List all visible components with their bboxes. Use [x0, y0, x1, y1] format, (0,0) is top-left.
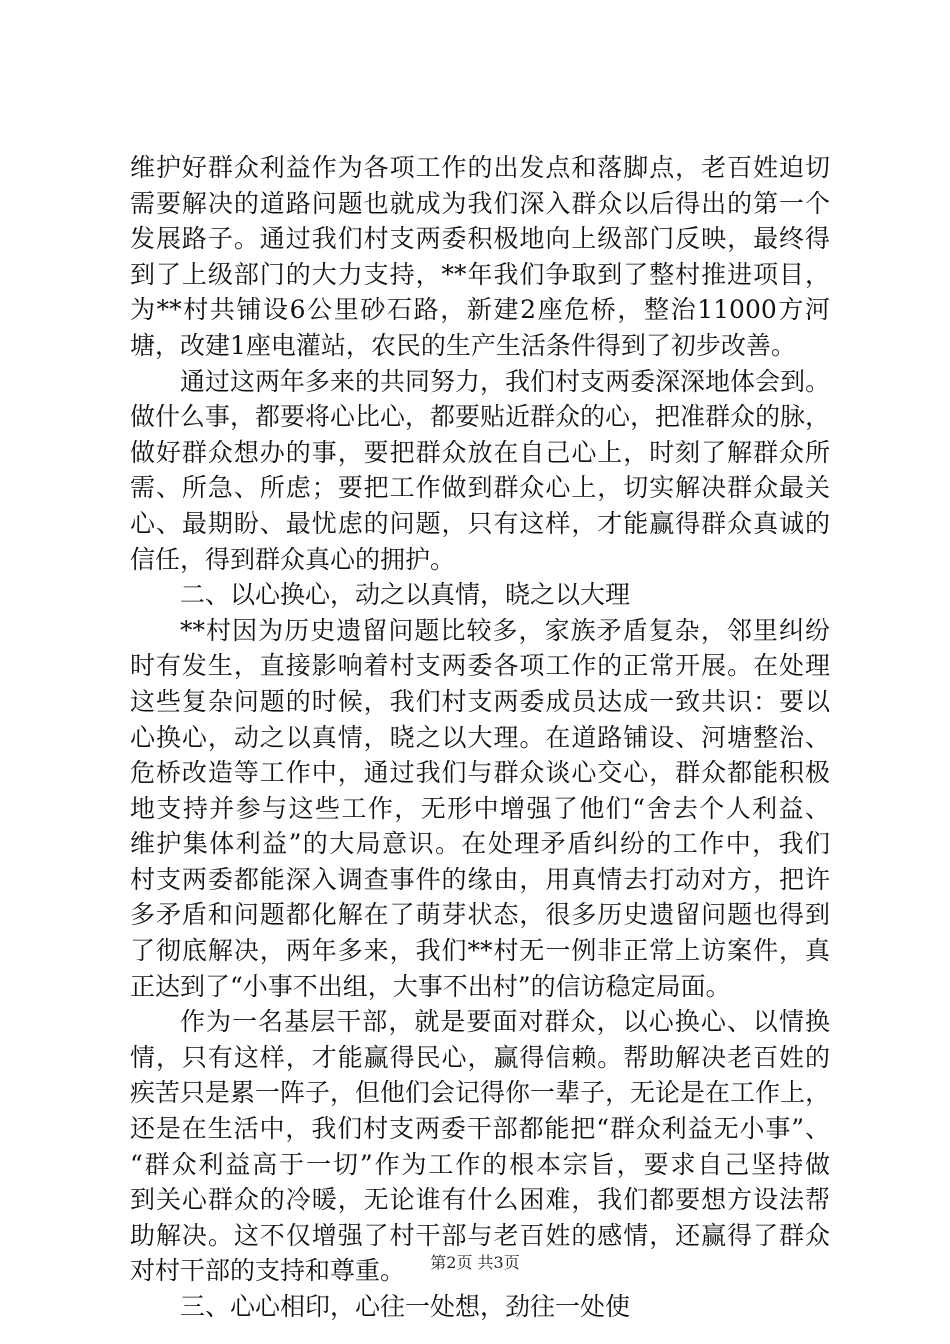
text-line: 正达到了“小事不出组，大事不出村”的信访稳定局面。: [130, 971, 731, 1001]
document-body: [130, 150, 830, 1325]
text-line: 心、最期盼、最忧虑的问题，只有这样，才能赢得群众真诚的: [130, 508, 830, 538]
text-line: 信任，得到群众真心的拥护。: [130, 544, 456, 574]
text-line: 村支两委都能深入调查事件的缘由，用真情去打动对方，把许: [130, 864, 830, 894]
text-line: 到关心群众的冷暖，无论谁有什么困难，我们都要想方设法帮: [130, 1185, 830, 1215]
text-line: 地支持并参与这些工作，无形中增强了他们“舍去个人利益、: [130, 793, 830, 823]
text-line: 多矛盾和问题都化解在了萌芽状态，很多历史遗留问题也得到: [130, 900, 830, 930]
text-line: 做什么事，都要将心比心，都要贴近群众的心，把准群众的脉，: [130, 402, 830, 432]
text-line: **村因为历史遗留问题比较多，家族矛盾复杂，邻里纠纷: [180, 615, 830, 645]
text-line: 需要解决的道路问题也就成为我们深入群众以后得出的第一个: [130, 188, 830, 218]
text-line: 为**村共铺设6公里砂石路，新建2座危桥，整治11000方河: [130, 295, 830, 325]
text-line: 这些复杂问题的时候，我们村支两委成员达成一致共识：要以: [130, 686, 830, 716]
text-line: 维护好群众利益作为各项工作的出发点和落脚点，老百姓迫切: [130, 153, 830, 182]
text-line: 做好群众想办的事，要把群众放在自己心上，时刻了解群众所: [130, 437, 830, 467]
text-line: 助解决。这不仅增强了村干部与老百姓的感情，还赢得了群众: [130, 1220, 830, 1250]
text-line: 通过这两年多来的共同努力，我们村支两委深深地体会到。: [180, 366, 830, 396]
text-line: “群众利益高于一切”作为工作的根本宗旨，要求自己坚持做: [130, 1149, 830, 1179]
text-line: 心换心，动之以真情，晓之以大理。在道路铺设、河塘整治、: [130, 722, 830, 752]
text-line: 三、心心相印，心往一处想，劲往一处使: [180, 1292, 631, 1321]
text-line: 塘，改建1座电灌站，农民的生产生活条件得到了初步改善。: [130, 330, 796, 360]
text-line: 时有发生，直接影响着村支两委各项工作的正常开展。在处理: [130, 651, 830, 681]
text-line: 二、以心换心，动之以真情，晓之以大理: [180, 580, 631, 610]
text-line: 还是在生活中，我们村支两委干部都能把“群众利益无小事”、: [130, 1114, 830, 1144]
text-line: 疾苦只是累一阵子，但他们会记得你一辈子，无论是在工作上，: [130, 1078, 830, 1108]
text-line: 需、所急、所虑；要把工作做到群众心上，切实解决群众最关: [130, 473, 830, 503]
text-line: 维护集体利益”的大局意识。在处理矛盾纠纷的工作中，我们: [130, 829, 830, 859]
text-line: 作为一名基层干部，就是要面对群众，以心换心、以情换: [180, 1007, 830, 1037]
page-footer: 第2页 共3页: [430, 1253, 520, 1272]
text-line: 了彻底解决，两年多来，我们**村无一例非正常上访案件，真: [130, 936, 830, 966]
text-line: 情，只有这样，才能赢得民心，赢得信赖。帮助解决老百姓的: [130, 1042, 830, 1072]
text-line: 对村干部的支持和尊重。: [130, 1256, 406, 1286]
text-line: 到了上级部门的大力支持，**年我们争取到了整村推进项目，: [130, 259, 830, 289]
text-line: 发展路子。通过我们村支两委积极地向上级部门反映，最终得: [130, 224, 830, 254]
text-line: 危桥改造等工作中，通过我们与群众谈心交心，群众都能积极: [130, 758, 830, 788]
